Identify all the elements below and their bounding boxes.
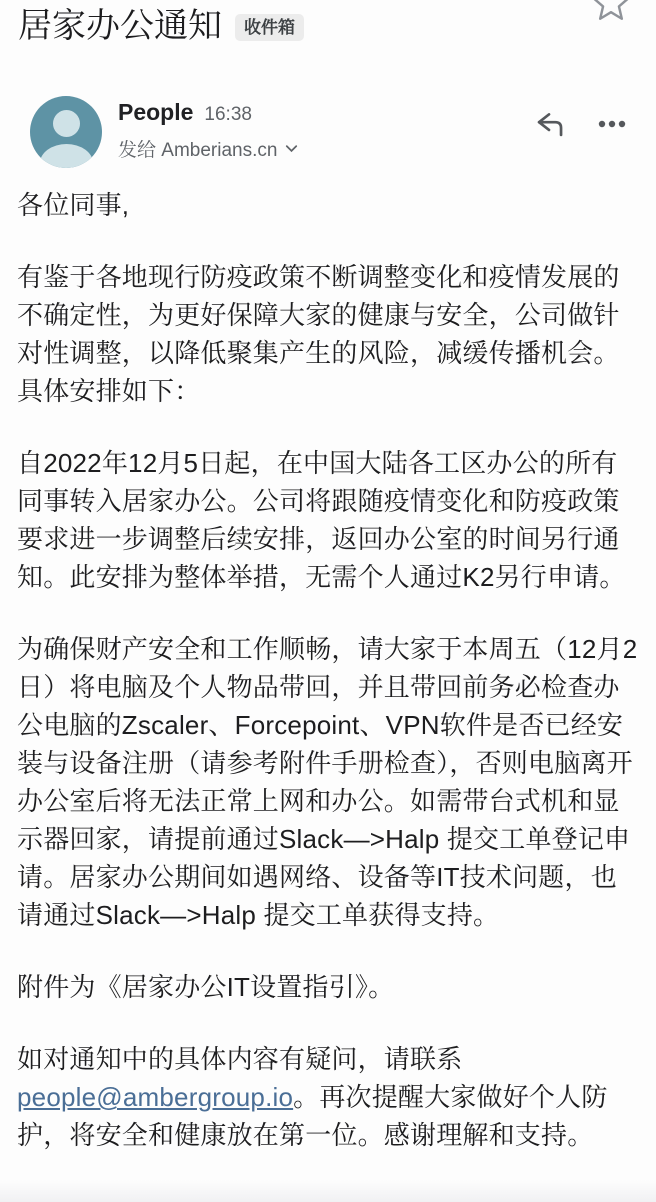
closing-text-before: 如对通知中的具体内容有疑问，请联系 <box>17 1044 463 1074</box>
paragraph-closing <box>17 1040 641 1154</box>
recipient-row[interactable] <box>118 135 301 162</box>
header-actions <box>532 96 634 142</box>
subject-row <box>18 0 586 52</box>
avatar-person-icon <box>53 110 80 137</box>
paragraph-equipment: 为确保财产安全和工作顺畅，请大家于本周五（12月2日）将电脑及个人物品带回，并且带回前务必检查办公电脑的Zscaler、Forcepoint、VPN软件是否已经安装与设备注册（请参考附件手册检查），否则电脑离开办公室后将无法正常上网和办公。如需带台式机和显示器回家，请提前通过Slack—>Halp 提交工单登记申请。居家办公期间如遇网络、设备等IT技术问题，也请通过Slack—>Halp 提交工单获得支持。 <box>17 634 638 930</box>
paragraph-arrangement: 自2022年12月5日起，在中国大陆各工区办公的所有同事转入居家办公。公司将跟随疫情变化和防疫政策要求进一步调整后续安排，返回办公室的时间另行通知。此安排为整体举措，无需个人通过K2另行申请。 <box>17 448 626 592</box>
contact-email-link[interactable]: people@ambergroup.io <box>17 1082 294 1112</box>
sender-name: People <box>118 99 194 125</box>
avatar-person-icon-body <box>40 144 93 168</box>
sent-time: 16:38 <box>204 104 252 125</box>
sender-row <box>30 96 634 168</box>
inbox-label-badge[interactable]: 收件箱 <box>235 14 304 41</box>
sender-avatar[interactable] <box>30 96 102 168</box>
recipient-label: 发给 Amberians.cn <box>118 140 278 161</box>
email-body <box>17 186 641 1154</box>
paragraph-attachment: 附件为《居家办公IT设置指引》。 <box>17 972 395 1002</box>
bottom-fade <box>0 1180 656 1202</box>
paragraph-intro: 有鉴于各地现行防疫政策不断调整变化和疫情发展的不确定性，为更好保障大家的健康与安全，公司做针对性调整，以降低聚集产生的风险，减缓传播机会。具体安排如下： <box>17 262 620 406</box>
star-icon[interactable] <box>590 0 632 24</box>
paragraph-greeting: 各位同事, <box>17 190 130 220</box>
sender-info <box>118 96 301 162</box>
more-options-button[interactable] <box>596 108 628 142</box>
closing-text-after: 。再次提醒大家做好个人防护，将安全和健康放在第一位。感谢理解和支持。 <box>17 1082 608 1150</box>
chevron-down-icon[interactable] <box>282 139 301 158</box>
reply-button[interactable] <box>532 108 566 142</box>
email-subject: 居家办公通知 <box>18 7 222 45</box>
